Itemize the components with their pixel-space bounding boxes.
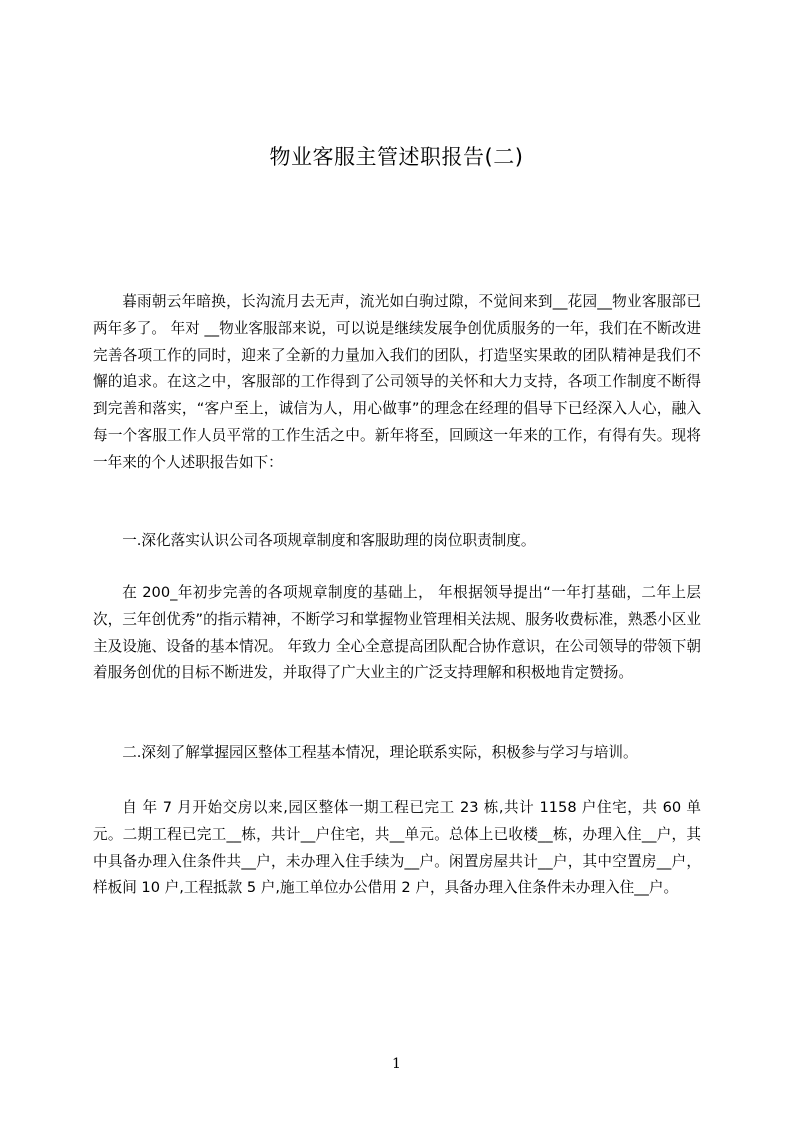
document-title: 物业客服主管述职报告(二) <box>269 145 524 169</box>
section1-heading: 一.深化落实认识公司各项规章制度和客服助理的岗位职责制度。 <box>122 532 536 549</box>
section2-heading: 二.深刻了解掌握园区整体工程基本情况，理论联系实际，积极参与学习与培训。 <box>122 744 638 761</box>
section1-paragraph: 在 200_年初步完善的各项规章制度的基础上， 年根据领导提出“一年打基础，二年上层次，三年创优秀”的指示精神，不断学习和掌握物业管理相关法规、服务收费标准，熟悉小区业主及设施、设备的基本情况。 年致力 全心全意提高团队配合协作意识，在公司领导的带领下朝着服务创优的目标不断进发，并取得了广大业主的广泛支持理解和积极地肯定赞扬。 <box>93 584 701 682</box>
intro-paragraph: 暮雨朝云年暗换，长沟流月去无声，流光如白驹过隙，不觉间来到__花园__物业客服部已两年多了。 年对 __物业客服部来说，可以说是继续发展争创优质服务的一年，我们在不断改进完善各项工作的同时，迎来了全新的力量加入我们的团队，打造坚实果敢的团队精神是我们不懈的追求。在这之中，客服部的工作得到了公司领导的关怀和大力支持，各项工作制度不断得到完善和落实，“客户至上，诚信为人，用心做事”的理念在经理的倡导下已经深入人心，融入每一个客服工作人员平常的工作生活之中。新年将至，回顾这一年来的工作，有得有失。现将一年来的个人述职报告如下： <box>93 293 701 471</box>
page-number: 1 <box>392 1056 401 1072</box>
section2-paragraph: 自 年 7 月开始交房以来,园区整体一期工程已完工 23 栋,共计 1158 户住宅，共 60 单元。二期工程已完工__栋，共计__户住宅，共__单元。总体上已收楼__栋，办理入住__户，其中具备办理入住条件共__户，未办理入住手续为__户。闲置房屋共计__户，其中空置房__户，样板间 10 户,工程抵款 5 户,施工单位办公借用 2 户，具备办理入住条件未办理入住__户。 <box>93 799 701 897</box>
